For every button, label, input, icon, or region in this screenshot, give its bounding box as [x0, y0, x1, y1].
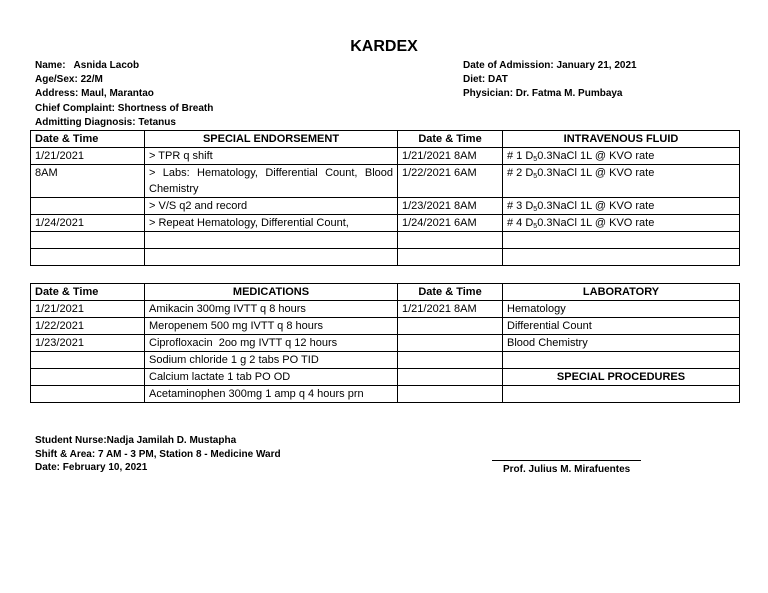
cell-date: 1/22/2021 [31, 318, 145, 335]
table-row [31, 301, 740, 318]
cell-date [398, 249, 503, 266]
ivf-subscript: 5 [533, 206, 538, 213]
cell-ivf [503, 249, 740, 266]
table-row [31, 335, 740, 352]
cell-ivf [503, 148, 740, 165]
cell-lab [503, 386, 740, 403]
endorsement-ivf-table [30, 130, 740, 266]
cell-medication: Acetaminophen 300mg 1 amp q 4 hours prn [145, 386, 398, 403]
table-row [31, 232, 740, 249]
ivf-subscript: 5 [533, 223, 538, 230]
patient-info-right [463, 59, 637, 102]
header-intravenous-fluid: INTRAVENOUS FLUID [503, 131, 740, 148]
cell-medication: Calcium lactate 1 tab PO OD [145, 369, 398, 386]
cell-date [31, 249, 145, 266]
document-title: KARDEX [350, 38, 418, 55]
ivf-subscript: 5 [533, 173, 538, 180]
cell-lab: Differential Count [503, 318, 740, 335]
table-row [31, 165, 740, 198]
chief-complaint: Chief Complaint: Shortness of Breath [35, 102, 214, 114]
table-row [31, 386, 740, 403]
table-row [31, 198, 740, 215]
header-medications: MEDICATIONS [145, 284, 398, 301]
ivf-text: # 4 D [507, 217, 534, 229]
ivf-text: 0.3NaCl 1L @ KVO rate [537, 217, 655, 229]
footer-date: Date: February 10, 2021 [35, 462, 148, 473]
cell-date: 1/24/2021 [31, 215, 145, 232]
cell-medication: Meropenem 500 mg IVTT q 8 hours [145, 318, 398, 335]
cell-date: 8AM [31, 165, 145, 198]
cell-lab: Blood Chemistry [503, 335, 740, 352]
cell-date: 1/23/2021 8AM [398, 198, 503, 215]
cell-date: 1/21/2021 8AM [398, 148, 503, 165]
patient-address: Address: Maul, Marantao [35, 88, 154, 100]
patient-info-left [35, 59, 213, 130]
ivf-text: # 3 D [507, 200, 534, 212]
student-nurse: Student Nurse:Nadja Jamilah D. Mustapha [35, 435, 237, 446]
instructor-name: Prof. Julius M. Mirafuentes [503, 464, 631, 475]
admitting-diagnosis: Admitting Diagnosis: Tetanus [35, 116, 176, 128]
cell-date: 1/22/2021 6AM [398, 165, 503, 198]
cell-date: 1/21/2021 [31, 148, 145, 165]
cell-ivf [503, 198, 740, 215]
table-row [31, 369, 740, 386]
cell-medication: Amikacin 300mg IVTT q 8 hours [145, 301, 398, 318]
signature-line [492, 460, 641, 461]
cell-lab [503, 352, 740, 369]
cell-endorsement: > TPR q shift [145, 148, 398, 165]
table-row [31, 249, 740, 266]
patient-name: Name: Asnida Lacob [35, 60, 140, 71]
cell-ivf [503, 215, 740, 232]
physician: Physician: Dr. Fatma M. Pumbaya [463, 88, 623, 100]
header-date-time: Date & Time [31, 131, 145, 148]
cell-date [31, 386, 145, 403]
cell-date [31, 198, 145, 215]
cell-date: 1/23/2021 [31, 335, 145, 352]
table-header-row [31, 284, 740, 301]
header-laboratory: LABORATORY [503, 284, 740, 301]
ivf-text: # 1 D [507, 150, 534, 162]
cell-date: 1/21/2021 8AM [398, 301, 503, 318]
ivf-text: # 2 D [507, 167, 534, 179]
cell-date [398, 232, 503, 249]
patient-age-sex: Age/Sex: 22/M [35, 74, 103, 86]
header-date-time: Date & Time [398, 284, 503, 301]
cell-medication: Ciprofloxacin 2oo mg IVTT q 12 hours [145, 335, 398, 352]
shift-area: Shift & Area: 7 AM - 3 PM, Station 8 - Medicine Ward [35, 448, 281, 460]
table-header-row [31, 131, 740, 148]
cell-date [31, 352, 145, 369]
table-row [31, 318, 740, 335]
ivf-text: 0.3NaCl 1L @ KVO rate [537, 167, 655, 179]
date-of-admission: Date of Admission: January 21, 2021 [463, 60, 637, 71]
header-date-time: Date & Time [31, 284, 145, 301]
ivf-text: 0.3NaCl 1L @ KVO rate [537, 150, 655, 162]
cell-date [398, 369, 503, 386]
special-procedures-header: SPECIAL PROCEDURES [503, 369, 740, 386]
cell-lab: Hematology [503, 301, 740, 318]
table-row [31, 148, 740, 165]
cell-endorsement: > Labs: Hematology, Differential Count, Blood Chemistry [145, 165, 398, 198]
header-special-endorsement: SPECIAL ENDORSEMENT [145, 131, 398, 148]
header-date-time: Date & Time [398, 131, 503, 148]
cell-endorsement: > V/S q2 and record [145, 198, 398, 215]
cell-date: 1/21/2021 [31, 301, 145, 318]
footer-info [35, 434, 281, 475]
cell-date [398, 352, 503, 369]
cell-date: 1/24/2021 6AM [398, 215, 503, 232]
cell-medication: Sodium chloride 1 g 2 tabs PO TID [145, 352, 398, 369]
cell-date [398, 386, 503, 403]
medications-laboratory-table [30, 283, 740, 403]
cell-date [31, 232, 145, 249]
cell-date [31, 369, 145, 386]
table-row [31, 352, 740, 369]
cell-ivf [503, 232, 740, 249]
ivf-subscript: 5 [533, 156, 538, 163]
ivf-text: 0.3NaCl 1L @ KVO rate [537, 200, 655, 212]
cell-date [398, 335, 503, 352]
cell-endorsement [145, 249, 398, 266]
cell-endorsement [145, 232, 398, 249]
cell-endorsement: > Repeat Hematology, Differential Count, [145, 215, 398, 232]
cell-date [398, 318, 503, 335]
table-row [31, 215, 740, 232]
diet: Diet: DAT [463, 74, 508, 86]
cell-ivf [503, 165, 740, 198]
